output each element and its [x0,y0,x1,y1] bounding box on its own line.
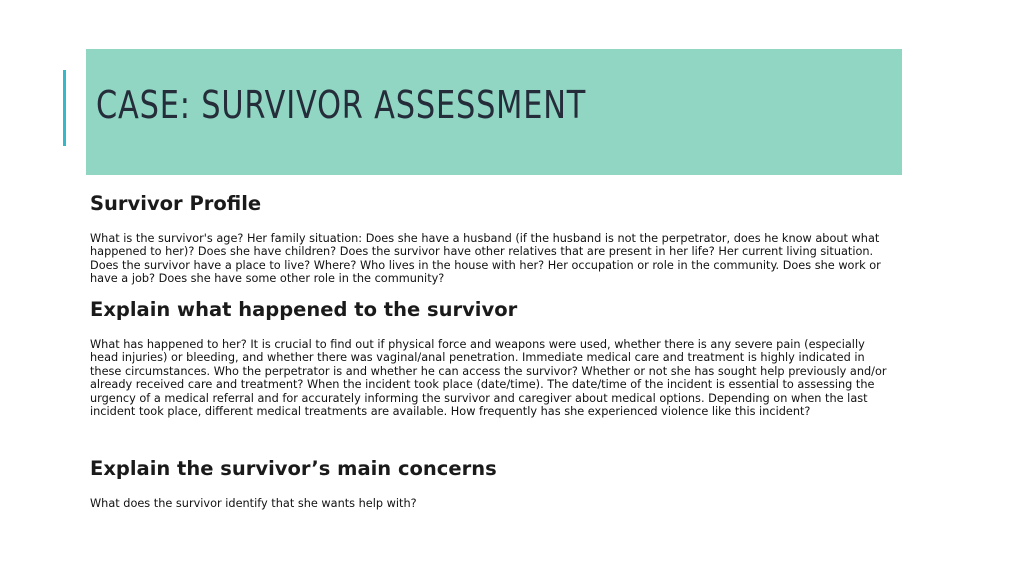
section-heading: Explain the survivor’s main concerns [90,457,497,480]
section-body: What is the survivor's age? Her family situation: Does she have a husband (if the husband is not the perpetrator, does he know about what happened to her)? Does she have children? Does the survivor have other relatives that are present in her life? Her current living situation. Does the survivor have a place to live? Where? Who lives in the house with her? Her occupation or role in the community. Does she work or have a job? Does she have some other role in the community? [90,232,881,286]
section-survivor-profile [90,192,896,286]
title-accent-line [63,70,66,146]
section-body: What does the survivor identify that she wants help with? [90,497,417,510]
section-heading: Survivor Profile [90,192,262,215]
section-what-happened [90,298,896,418]
section-heading: Explain what happened to the survivor [90,298,518,321]
title-band [86,49,902,175]
slide-title: CASE: SURVIVOR ASSESSMENT [96,83,587,127]
section-body: What has happened to her? It is crucial to find out if physical force and weapons were used, whether there is any severe pain (especially head injuries) or bleeding, and whether there was vaginal/anal penetration. Immediate medical care and treatment is highly indicated in these circumstances. Who the perpetrator is and whether he can access the survivor? Whether or not she has sought help previously and/or already received care and treatment? When the incident took place (date/time). The date/time of the incident is essential to assessing the urgency of a medical referral and for accurately informing the survivor and caregiver about medical options. Depending on when the last incident took place, different medical treatments are available. How frequently has she experienced violence like this incident? [90,338,887,419]
section-main-concerns [90,457,896,510]
